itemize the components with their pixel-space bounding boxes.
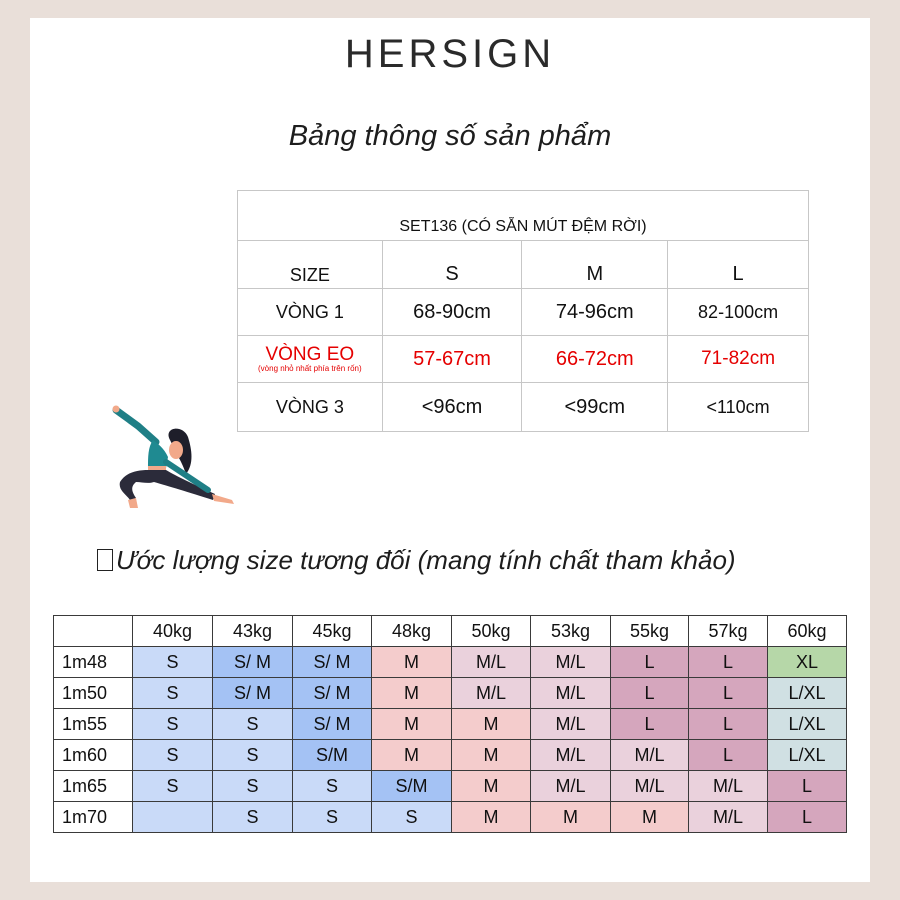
height-label: 1m55 [54, 709, 133, 740]
size-cell: S/M [372, 771, 452, 802]
size-header-s: S [382, 241, 522, 289]
size-cell: M/L [611, 771, 689, 802]
size-cell: S [133, 771, 213, 802]
size-cell: M/L [531, 771, 611, 802]
size-cell: M [372, 678, 452, 709]
size-cell: L [611, 647, 689, 678]
size-header-m: M [522, 241, 668, 289]
size-cell: M/L [452, 647, 531, 678]
size-cell: M/L [452, 678, 531, 709]
weight-header-8: 60kg [768, 616, 847, 647]
size-spec-table [237, 190, 809, 432]
size-cell: S [133, 709, 213, 740]
size-cell: L [768, 802, 847, 833]
size-cell: M [531, 802, 611, 833]
height-label: 1m70 [54, 802, 133, 833]
weight-header-7: 57kg [689, 616, 768, 647]
bust-s-value: 68-90cm [382, 289, 522, 336]
table-row [54, 740, 847, 771]
hip-l-value: <110cm [668, 383, 809, 432]
table-row [54, 709, 847, 740]
size-cell: M/L [531, 740, 611, 771]
weight-header-3: 48kg [372, 616, 452, 647]
size-cell: M [452, 771, 531, 802]
size-cell: M/L [531, 709, 611, 740]
page-title: Bảng thông số sản phẩm [288, 120, 612, 152]
size-cell: L/XL [768, 740, 847, 771]
size-cell: M/L [611, 740, 689, 771]
row-label-hip: VÒNG 3 [238, 383, 383, 432]
hip-s-value: <96cm [382, 383, 522, 432]
size-cell: M [372, 709, 452, 740]
size-cell: XL [768, 647, 847, 678]
height-label: 1m60 [54, 740, 133, 771]
size-cell: L [689, 709, 768, 740]
waist-l-value: 71-82cm [668, 336, 809, 383]
size-cell: S [213, 802, 293, 833]
weight-header-6: 55kg [611, 616, 689, 647]
table-row [54, 802, 847, 833]
size-cell: M [372, 740, 452, 771]
size-cell: M/L [531, 678, 611, 709]
size-cell: S [133, 678, 213, 709]
height-label: 1m65 [54, 771, 133, 802]
size-cell: S/ M [293, 647, 372, 678]
size-cell: S [213, 740, 293, 771]
size-cell: S [133, 647, 213, 678]
estimate-heading [97, 545, 847, 576]
table-row [54, 678, 847, 709]
size-table-caption: SET136 (CÓ SẴN MÚT ĐỆM RỜI) [238, 191, 809, 241]
waist-label: VÒNG EO [265, 344, 355, 365]
size-cell: M [611, 802, 689, 833]
size-cell: M/L [689, 802, 768, 833]
height-label: 1m50 [54, 678, 133, 709]
size-header-l: L [668, 241, 809, 289]
size-cell: S/M [293, 740, 372, 771]
weight-header-0: 40kg [133, 616, 213, 647]
size-cell: S [293, 802, 372, 833]
size-cell: L [768, 771, 847, 802]
size-cell [133, 802, 213, 833]
weight-header-1: 43kg [213, 616, 293, 647]
waist-note: (vòng nhỏ nhất phía trên rốn) [258, 364, 362, 373]
row-label-waist [238, 336, 383, 383]
brand-logo: HERSIGN [344, 32, 556, 76]
waist-s-value: 57-67cm [382, 336, 522, 383]
size-cell: M [372, 647, 452, 678]
table-row [54, 647, 847, 678]
grid-header-row [54, 616, 847, 647]
size-cell: M/L [531, 647, 611, 678]
size-cell: L [689, 740, 768, 771]
hip-m-value: <99cm [522, 383, 668, 432]
size-cell: M/L [689, 771, 768, 802]
bust-l-value: 82-100cm [668, 289, 809, 336]
weight-header-2: 45kg [293, 616, 372, 647]
size-cell: L/XL [768, 709, 847, 740]
size-cell: M [452, 802, 531, 833]
weight-header-5: 53kg [531, 616, 611, 647]
size-cell: L/XL [768, 678, 847, 709]
size-cell: S [133, 740, 213, 771]
size-cell: S [213, 771, 293, 802]
height-label: 1m48 [54, 647, 133, 678]
waist-m-value: 66-72cm [522, 336, 668, 383]
size-cell: M [452, 709, 531, 740]
grid-corner-cell [54, 616, 133, 647]
size-estimate-grid [53, 615, 847, 833]
size-cell: S [372, 802, 452, 833]
checkbox-glyph-icon [97, 549, 113, 571]
size-cell: M [452, 740, 531, 771]
table-row [54, 771, 847, 802]
size-cell: L [611, 709, 689, 740]
size-cell: S/ M [213, 647, 293, 678]
size-cell: S/ M [293, 678, 372, 709]
size-cell: S [293, 771, 372, 802]
size-header-label: SIZE [238, 241, 383, 289]
size-cell: L [689, 678, 768, 709]
yoga-figure-illustration [108, 402, 243, 517]
weight-header-4: 50kg [452, 616, 531, 647]
size-cell: L [689, 647, 768, 678]
estimate-heading-text: Ước lượng size tương đối (mang tính chất tham khảo) [116, 545, 736, 575]
bust-m-value: 74-96cm [522, 289, 668, 336]
size-cell: L [611, 678, 689, 709]
size-cell: S/ M [293, 709, 372, 740]
row-label-bust: VÒNG 1 [238, 289, 383, 336]
size-cell: S/ M [213, 678, 293, 709]
size-cell: S [213, 709, 293, 740]
